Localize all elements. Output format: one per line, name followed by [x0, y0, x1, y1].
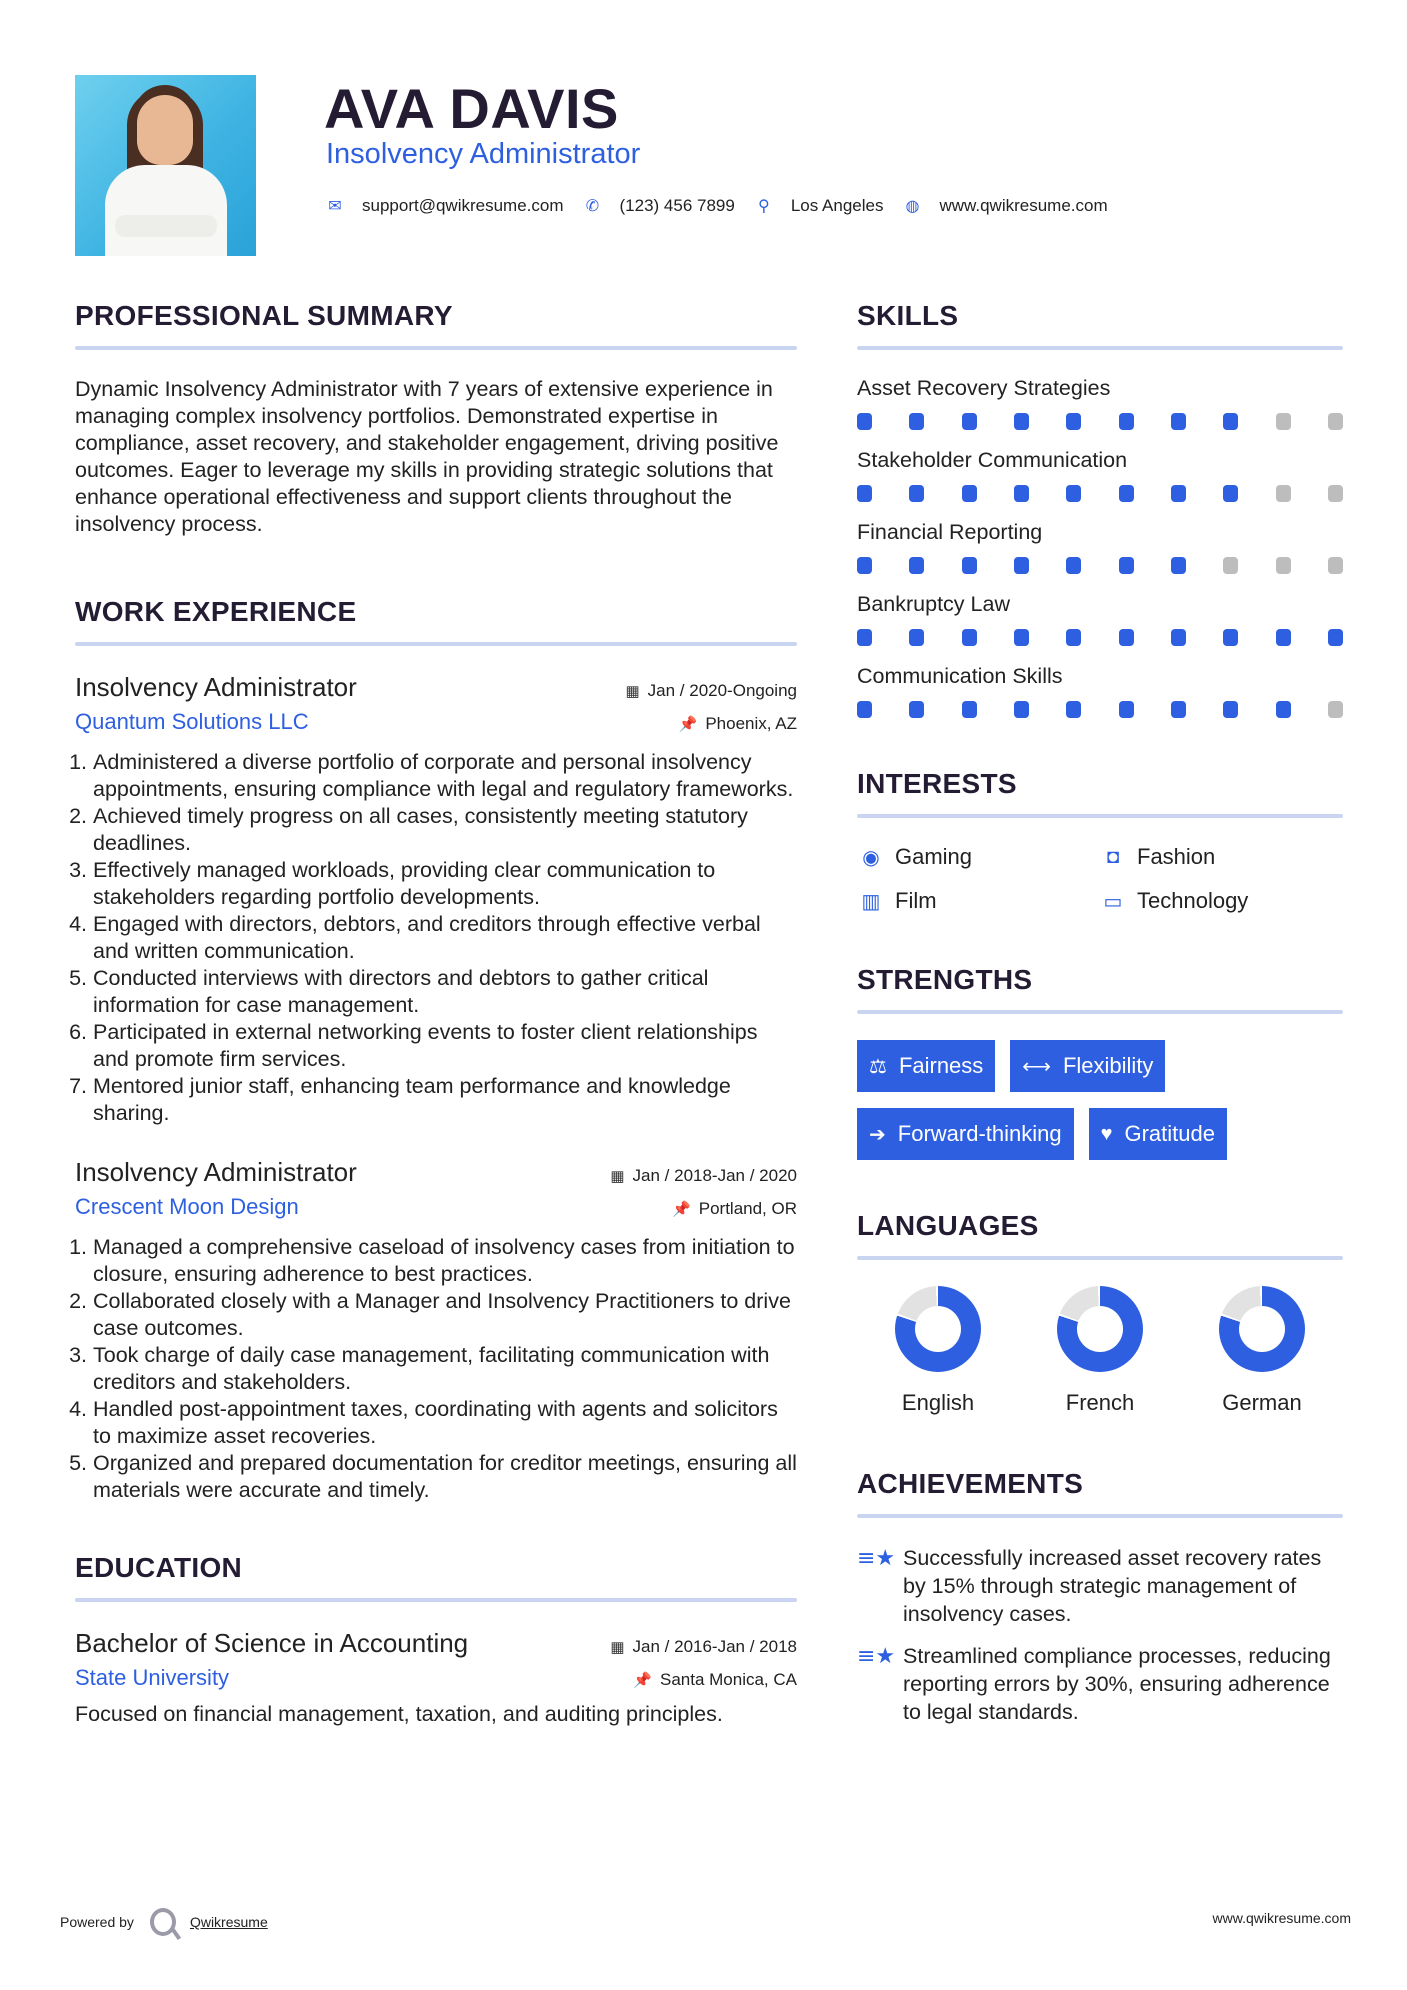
education-description: Focused on financial management, taxation, and auditing principles.: [75, 1702, 723, 1726]
job-bullets: [75, 749, 797, 1127]
candidate-title: Insolvency Administrator: [326, 138, 641, 170]
school: State University: [75, 1665, 230, 1690]
bullet-item: 2. Achieved timely progress on all cases, consistently meeting statutory deadlines.: [93, 803, 797, 857]
interest-label: Fashion: [1137, 844, 1216, 869]
rating-dot-filled: [909, 485, 924, 502]
rating-dot-filled: [909, 701, 924, 718]
bullet-item: 1. Administered a diverse portfolio of corporate and personal insolvency appointments, ensuring compliance with legal and regulatory frameworks.: [93, 749, 797, 803]
rating-dot-filled: [1119, 629, 1134, 646]
left-column: [75, 300, 797, 1758]
experience-section: [75, 596, 797, 1504]
rating-dot-empty: [1328, 485, 1343, 502]
strengths-section: [857, 964, 1343, 1160]
rating-dot-filled: [1171, 557, 1186, 574]
rating-dot-filled: [962, 557, 977, 574]
skill-item: [857, 376, 1343, 430]
rating-dot-filled: [1223, 629, 1238, 646]
rating-dot-filled: [857, 701, 872, 718]
rating-dot-filled: [962, 413, 977, 430]
language-proficiency-donut: [1057, 1286, 1143, 1372]
skill-name: Stakeholder Communication: [857, 448, 1128, 472]
achievement-item: [857, 1544, 1343, 1628]
bullet-item: 3. Took charge of daily case management, facilitating communication with creditors and stakeholders.: [93, 1342, 797, 1396]
qwikresume-logo-icon: [150, 1908, 176, 1936]
skill-rating: [857, 629, 1343, 646]
interest-label: Technology: [1137, 888, 1249, 913]
star-icon: ≡★: [857, 1546, 896, 1571]
section-heading: STRENGTHS: [857, 964, 1033, 995]
achievement-text: Successfully increased asset recovery rates by 15% through strategic management of insolvency cases.: [903, 1546, 1322, 1626]
strength-label: Flexibility: [1062, 1053, 1154, 1078]
language-proficiency-donut: [1219, 1286, 1305, 1372]
interest-item: [1099, 888, 1341, 914]
job-entry: [75, 672, 797, 1127]
rating-dot-filled: [1066, 557, 1081, 574]
section-heading: PROFESSIONAL SUMMARY: [75, 300, 453, 331]
calendar-icon: ▦: [610, 1168, 625, 1185]
arrows-horizontal-icon: ⟷: [1022, 1055, 1051, 1078]
dates-text: Jan / 2020-Ongoing: [647, 681, 797, 700]
strengths-list: [857, 1040, 1343, 1160]
footer-powered-by: [60, 1908, 268, 1936]
phone-icon: ✆: [585, 198, 600, 215]
bullet-item: 4. Handled post-appointment taxes, coordinating with agents and solicitors to maximize asset recoveries.: [93, 1396, 797, 1450]
rating-dot-empty: [1276, 557, 1291, 574]
right-column: [857, 300, 1343, 1740]
powered-by-label: Powered by: [60, 1914, 134, 1930]
rating-dot-filled: [1119, 701, 1134, 718]
section-heading: EDUCATION: [75, 1552, 243, 1583]
bullet-item: 4. Engaged with directors, debtors, and creditors through effective verbal and written communication.: [93, 911, 797, 965]
photo-arms: [115, 215, 217, 237]
skill-item: [857, 664, 1343, 718]
rating-dot-filled: [909, 413, 924, 430]
language-item: [1181, 1286, 1343, 1416]
candidate-name: AVA DAVIS: [324, 77, 619, 140]
brand-link[interactable]: Qwikresume: [189, 1914, 268, 1930]
rating-dot-empty: [1223, 557, 1238, 574]
strength-chip: [857, 1108, 1074, 1160]
section-divider: [857, 1256, 1343, 1260]
rating-dot-filled: [1066, 485, 1081, 502]
language-name: French: [1065, 1390, 1135, 1415]
gamepad-icon: ◉: [862, 846, 880, 869]
interest-item: [1099, 844, 1341, 870]
job-title: Insolvency Administrator: [75, 1157, 357, 1187]
dates-text: Jan / 2016-Jan / 2018: [632, 1637, 797, 1656]
section-divider: [857, 346, 1343, 350]
interests-list: [857, 844, 1343, 914]
skill-name: Communication Skills: [857, 664, 1063, 688]
interest-label: Gaming: [895, 844, 973, 869]
section-divider: [75, 346, 797, 350]
contact-row: [326, 196, 1128, 216]
laptop-icon: ▭: [1103, 890, 1123, 913]
skill-name: Financial Reporting: [857, 520, 1043, 544]
rating-dot-empty: [1328, 413, 1343, 430]
heart-icon: ♥: [1100, 1122, 1113, 1145]
location-text: Phoenix, AZ: [705, 714, 797, 733]
profile-photo: [75, 75, 256, 256]
rating-dot-filled: [909, 629, 924, 646]
map-pin-icon: ⚲: [757, 198, 770, 215]
calendar-icon: ▦: [625, 683, 640, 700]
language-name: English: [901, 1390, 975, 1415]
rating-dot-empty: [1276, 413, 1291, 430]
section-divider: [857, 1514, 1343, 1518]
rating-dot-filled: [1223, 701, 1238, 718]
job-subheader: [75, 703, 797, 735]
website-text[interactable]: www.qwikresume.com: [939, 196, 1108, 215]
rating-dot-filled: [1171, 701, 1186, 718]
education-header: [75, 1628, 797, 1659]
rating-dot-filled: [1014, 701, 1029, 718]
rating-dot-filled: [1119, 485, 1134, 502]
language-item: [1019, 1286, 1181, 1416]
education-dates: [610, 1637, 797, 1657]
rating-dot-filled: [1066, 629, 1081, 646]
job-subheader: [75, 1188, 797, 1220]
rating-dot-filled: [1328, 629, 1343, 646]
rating-dot-empty: [1276, 485, 1291, 502]
globe-icon: ◍: [905, 198, 920, 215]
rating-dot-filled: [857, 413, 872, 430]
location-text: Los Angeles: [790, 196, 884, 215]
envelope-icon: ✉: [328, 198, 342, 215]
degree: Bachelor of Science in Accounting: [75, 1628, 469, 1658]
skills-section: [857, 300, 1343, 718]
rating-dot-filled: [1171, 485, 1186, 502]
interest-item: [857, 888, 1099, 914]
languages-list: [857, 1286, 1343, 1416]
skill-rating: [857, 413, 1343, 430]
contact-website[interactable]: [903, 196, 1107, 216]
job-bullets: [75, 1234, 797, 1504]
skill-rating: [857, 557, 1343, 574]
rating-dot-filled: [962, 485, 977, 502]
strength-label: Forward-thinking: [897, 1121, 1062, 1146]
rating-dot-filled: [1066, 701, 1081, 718]
rating-dot-filled: [962, 701, 977, 718]
summary-section: [75, 300, 797, 538]
bullet-item: 6. Participated in external networking events to foster client relationships and promote firm services.: [93, 1019, 797, 1073]
bullet-item: 3. Effectively managed workloads, providing clear communication to stakeholders regarding portfolio developments.: [93, 857, 797, 911]
rating-dot-filled: [1223, 413, 1238, 430]
skill-item: [857, 520, 1343, 574]
section-divider: [75, 642, 797, 646]
job-location: [679, 714, 797, 734]
strength-chip: [857, 1040, 995, 1092]
interest-label: Film: [895, 888, 937, 913]
bullet-item: 2. Collaborated closely with a Manager and Insolvency Practitioners to drive case outcomes.: [93, 1288, 797, 1342]
rating-dot-filled: [1014, 557, 1029, 574]
rating-dot-empty: [1328, 701, 1343, 718]
contact-email[interactable]: [326, 196, 564, 216]
strength-label: Gratitude: [1124, 1121, 1215, 1146]
education-entry: [75, 1628, 797, 1728]
summary-text: Dynamic Insolvency Administrator with 7 years of extensive experience in managing complex insolvency portfolios. Demonstrated expertise in compliance, asset recovery, and stakeholder engagement, driving positive outcomes. Eager to leverage my skills in providing strategic solutions that enhance operational effectiveness and support clients throughout the insolvency process.: [75, 377, 779, 536]
bullet-item: 7. Mentored junior staff, enhancing team performance and knowledge sharing.: [93, 1073, 797, 1127]
bullet-item: 5. Organized and prepared documentation for creditor meetings, ensuring all materials were accurate and timely.: [93, 1450, 797, 1504]
section-heading: LANGUAGES: [857, 1210, 1039, 1241]
rating-dot-filled: [1276, 701, 1291, 718]
education-location: [633, 1670, 797, 1690]
achievement-text: Streamlined compliance processes, reducing reporting errors by 30%, ensuring adherence to legal standards.: [903, 1644, 1331, 1724]
education-section: [75, 1552, 797, 1728]
strength-chip: [1010, 1040, 1165, 1092]
section-heading: ACHIEVEMENTS: [857, 1468, 1084, 1499]
skill-name: Asset Recovery Strategies: [857, 376, 1111, 400]
rating-dot-filled: [1119, 413, 1134, 430]
interest-item: [857, 844, 1099, 870]
skill-name: Bankruptcy Law: [857, 592, 1010, 616]
section-heading: WORK EXPERIENCE: [75, 596, 357, 627]
rating-dot-filled: [857, 557, 872, 574]
interests-section: [857, 768, 1343, 914]
balance-scale-icon: ⚖: [869, 1055, 887, 1078]
calendar-icon: ▦: [610, 1639, 625, 1656]
shopping-bag-icon: ◘: [1106, 845, 1120, 868]
phone-text[interactable]: (123) 456 7899: [619, 196, 735, 215]
skill-rating: [857, 701, 1343, 718]
job-company: Quantum Solutions LLC: [75, 709, 309, 734]
education-subheader: [75, 1659, 797, 1691]
dates-text: Jan / 2018-Jan / 2020: [632, 1166, 797, 1185]
contact-phone[interactable]: [584, 196, 735, 216]
rating-dot-filled: [1119, 557, 1134, 574]
pushpin-icon: 📌: [678, 716, 698, 733]
skills-list: [857, 376, 1343, 718]
rating-dot-filled: [1014, 629, 1029, 646]
rating-dot-filled: [1171, 629, 1186, 646]
section-heading: INTERESTS: [857, 768, 1017, 799]
rating-dot-filled: [1276, 629, 1291, 646]
strength-label: Fairness: [898, 1053, 984, 1078]
skill-item: [857, 448, 1343, 502]
skill-item: [857, 592, 1343, 646]
section-heading: SKILLS: [857, 300, 959, 331]
job-dates: [610, 1166, 797, 1186]
rating-dot-filled: [1014, 485, 1029, 502]
strength-chip: [1089, 1108, 1227, 1160]
photo-shirt: [105, 165, 227, 256]
footer-website-link[interactable]: www.qwikresume.com: [1212, 1910, 1351, 1926]
rating-dot-empty: [1328, 557, 1343, 574]
rating-dot-filled: [1014, 413, 1029, 430]
rating-dot-filled: [1171, 413, 1186, 430]
star-icon: ≡★: [857, 1644, 896, 1669]
arrow-right-icon: ➔: [869, 1123, 886, 1146]
contact-location: [755, 196, 884, 216]
achievements-section: [857, 1468, 1343, 1726]
job-entry: [75, 1157, 797, 1504]
language-name: German: [1222, 1390, 1302, 1415]
language-item: [857, 1286, 1019, 1416]
achievement-item: [857, 1642, 1343, 1726]
rating-dot-filled: [909, 557, 924, 574]
job-location: [672, 1199, 797, 1219]
pushpin-icon: 📌: [672, 1201, 691, 1218]
section-divider: [857, 1010, 1343, 1014]
job-header: [75, 1157, 797, 1188]
location-text: Portland, OR: [698, 1199, 797, 1218]
email-text[interactable]: support@qwikresume.com: [362, 196, 564, 215]
rating-dot-filled: [857, 485, 872, 502]
rating-dot-filled: [857, 629, 872, 646]
rating-dot-filled: [1223, 485, 1238, 502]
skill-rating: [857, 485, 1343, 502]
section-divider: [75, 1598, 797, 1602]
location-text: Santa Monica, CA: [659, 1670, 797, 1689]
rating-dot-filled: [962, 629, 977, 646]
job-title: Insolvency Administrator: [75, 672, 357, 702]
pushpin-icon: 📌: [633, 1672, 652, 1689]
job-dates: [625, 681, 797, 701]
film-icon: ▥: [861, 890, 881, 913]
job-company: Crescent Moon Design: [75, 1194, 299, 1219]
photo-face: [137, 95, 193, 165]
section-divider: [857, 814, 1343, 818]
job-header: [75, 672, 797, 703]
rating-dot-filled: [1066, 413, 1081, 430]
languages-section: [857, 1210, 1343, 1416]
language-proficiency-donut: [895, 1286, 981, 1372]
bullet-item: 1. Managed a comprehensive caseload of insolvency cases from initiation to closure, ensuring adherence to best practices.: [93, 1234, 797, 1288]
bullet-item: 5. Conducted interviews with directors and debtors to gather critical information for case management.: [93, 965, 797, 1019]
